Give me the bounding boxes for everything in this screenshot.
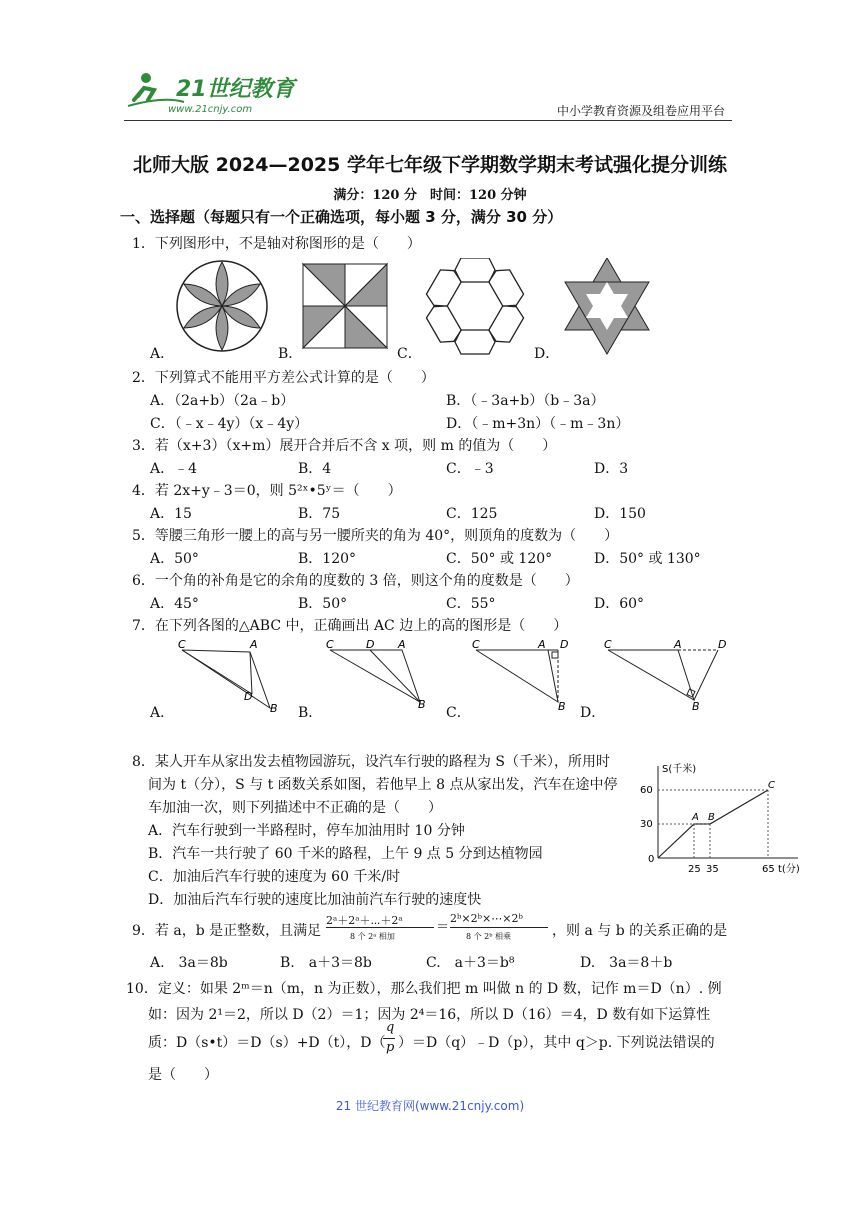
q8-option-a: A．汽车行驶到一半路程时，停车加油用时 10 分钟: [148, 823, 465, 839]
q3-option-d: D．3: [594, 461, 629, 477]
triangle-d-icon: [608, 650, 718, 700]
question-4: 4．若 2x+y﹣3＝0，则 5²ˣ•5ʸ＝（ ）: [132, 483, 402, 499]
question-9-prefix: 9．若 a，b 是正整数，且满足: [132, 923, 322, 939]
tick-x65: 65: [762, 864, 775, 875]
q1-option-d: D．: [534, 346, 560, 362]
fraction-numerator: q: [386, 1020, 395, 1035]
point-a: A: [692, 812, 699, 823]
q9-brace-2: [450, 927, 548, 928]
tick-origin: 0: [648, 854, 655, 865]
q7-option-a: A．: [150, 705, 175, 721]
graph-ylabel: S(千米): [662, 764, 697, 775]
triangle-b-icon: [330, 650, 420, 702]
q8-option-b: B．汽车一共行驶了 60 千米的路程，上午 9 点 5 分到达植物园: [148, 846, 543, 862]
q5-option-c: C．50° 或 120°: [446, 551, 553, 567]
graph-xlabel: t(分): [778, 864, 800, 875]
question-8-line-2: 间为 t（分），S 与 t 函数关系如图，若他早上 8 点从家出发，汽车在途中停: [148, 777, 618, 793]
question-10-line-1: 10．定义：如果 2ᵐ＝n（m，n 为正数），那么我们把 m 叫做 n 的 D 数，记作 m＝D（n）. 例: [126, 981, 722, 997]
tick-x35: 35: [706, 864, 719, 875]
q8-option-c: C．加油后汽车行驶的速度为 60 千米/时: [148, 869, 401, 885]
question-10-line-4: 是（ ）: [148, 1067, 218, 1083]
svg-text:D: D: [366, 638, 375, 651]
q9-option-d: D. 3a＝8＋b: [580, 955, 673, 971]
point-b: B: [708, 812, 715, 823]
q6-option-a: A．45°: [150, 596, 199, 612]
header-divider: [124, 120, 732, 121]
question-8-line-1: 8．某人开车从家出发去植物园游玩，设汽车行驶的路程为 S（千米），所用时: [132, 754, 610, 770]
q9-option-a: A. 3a＝8b: [150, 955, 228, 971]
exam-info: 满分：120 分 时间：120 分钟: [333, 188, 527, 203]
figure-c-icon: [423, 258, 526, 354]
fraction-bar: [383, 1038, 395, 1039]
svg-text:B: B: [558, 700, 566, 713]
svg-text:A: A: [538, 638, 546, 651]
q2-option-c: C．（﹣x﹣4y）（x﹣4y）: [150, 416, 309, 432]
q6-option-c: C．55°: [446, 596, 496, 612]
q5-option-a: A．50°: [150, 551, 199, 567]
q1-option-a: A．: [150, 346, 175, 362]
question-10-line-3a: 质：D（s•t）＝D（s）+D（t），D（: [148, 1035, 386, 1051]
triangle-a-icon: [182, 650, 270, 708]
fraction-denominator: p: [386, 1040, 395, 1055]
q3-option-b: B．4: [298, 461, 332, 477]
q9-under-1: 8 个 2ᵃ 相加: [350, 932, 395, 941]
q8-graph: [618, 758, 808, 882]
q4-option-b: B．75: [298, 506, 341, 522]
question-10-line-3b: ）＝D（q）﹣D（p），其中 q＞p. 下列说法错误的: [398, 1035, 715, 1051]
question-8-line-3: 车加油一次，则下列描述中不正确的是（ ）: [148, 800, 442, 816]
q1-option-b: B．: [278, 346, 303, 362]
svg-text:D: D: [718, 638, 727, 651]
svg-text:C: C: [604, 638, 612, 651]
svg-text:C: C: [178, 638, 186, 651]
platform-text: 中小学教育资源及组卷应用平台: [556, 104, 725, 118]
svg-text:A: A: [674, 638, 682, 651]
logo-text: 21世纪教育: [176, 77, 295, 102]
svg-text:D: D: [560, 638, 569, 651]
q6-option-d: D．60°: [594, 596, 645, 612]
q9-under-2: 8 个 2ᵇ 相乘: [466, 932, 512, 941]
q9-brace-1: [326, 927, 434, 928]
question-7: 7．在下列各图的△ABC 中，正确画出 AC 边上的高的图形是（ ）: [132, 618, 568, 634]
page-title: 北师大版 2024—2025 学年七年级下学期数学期末考试强化提分训练: [133, 154, 727, 176]
tick-y30: 30: [640, 819, 653, 830]
tick-y60: 60: [640, 785, 653, 796]
figure-b-icon: [303, 264, 387, 348]
q9-option-b: B. a＋3＝8b: [280, 955, 372, 971]
q9-option-c: C. a＋3＝b⁸: [426, 955, 515, 971]
svg-text:B: B: [270, 702, 278, 715]
svg-text:B: B: [418, 698, 426, 711]
q9-equals: ＝: [436, 920, 450, 935]
figure-a-icon: [177, 261, 267, 351]
q7-option-b: B．: [298, 705, 323, 721]
question-2: 2．下列算式不能用平方差公式计算的是（ ）: [132, 370, 435, 386]
question-9-suffix: ，则 a 与 b 的关系正确的是: [552, 923, 728, 939]
point-c: C: [768, 780, 775, 791]
footer-source: 21 世纪教育网(www.21cnjy.com): [335, 1099, 525, 1113]
q7-option-c: C．: [446, 705, 471, 721]
tick-x25: 25: [688, 864, 701, 875]
q2-option-d: D．（﹣m+3n）（﹣m﹣3n）: [446, 416, 630, 432]
q4-option-d: D．150: [594, 506, 646, 522]
q6-option-b: B．50°: [298, 596, 348, 612]
svg-text:B: B: [692, 700, 700, 713]
question-1: 1．下列图形中，不是轴对称图形的是（ ）: [132, 236, 421, 252]
figure-d-icon: [565, 258, 649, 354]
svg-text:A: A: [398, 638, 406, 651]
q4-option-a: A．15: [150, 506, 192, 522]
q2-option-b: B．（﹣3a+b）（b﹣3a）: [446, 393, 605, 409]
q3-option-c: C．﹣3: [446, 461, 494, 477]
q3-option-a: A．﹣4: [150, 461, 198, 477]
q4-option-c: C．125: [446, 506, 498, 522]
question-5: 5．等腰三角形一腰上的高与另一腰所夹的角为 40°，则顶角的度数为（ ）: [132, 528, 619, 544]
section-heading: 一、选择题（每题只有一个正确选项，每小题 3 分，满分 30 分）: [120, 208, 563, 226]
q1-option-c: C．: [397, 346, 422, 362]
svg-text:A: A: [250, 638, 258, 651]
q9-sum: 2ᵃ＋2ᵃ＋⋯＋2ᵃ: [326, 914, 403, 927]
question-10-line-2: 如：因为 2¹＝2，所以 D（2）＝1；因为 2⁴＝16，所以 D（16）＝4，D 数有如下运算性: [148, 1007, 711, 1023]
q5-option-d: D．50° 或 130°: [594, 551, 701, 567]
triangle-c-icon: [476, 650, 558, 702]
q7-option-d: D．: [580, 705, 606, 721]
q8-option-d: D．加油后汽车行驶的速度比加油前汽车行驶的速度快: [148, 892, 482, 908]
q2-option-a: A．（2a+b）（2a﹣b）: [150, 393, 295, 409]
logo-url: www.21cnjy.com: [168, 104, 253, 115]
svg-text:C: C: [472, 638, 480, 651]
svg-text:D: D: [244, 690, 253, 703]
svg-text:C: C: [326, 638, 334, 651]
question-3: 3．若（x+3）（x+m）展开合并后不含 x 项，则 m 的值为（ ）: [132, 438, 557, 454]
q5-option-b: B．120°: [298, 551, 357, 567]
q9-product: 2ᵇ×2ᵇ×⋯×2ᵇ: [450, 912, 523, 925]
question-6: 6．一个角的补角是它的余角的度数的 3 倍，则这个角的度数是（ ）: [132, 573, 579, 589]
